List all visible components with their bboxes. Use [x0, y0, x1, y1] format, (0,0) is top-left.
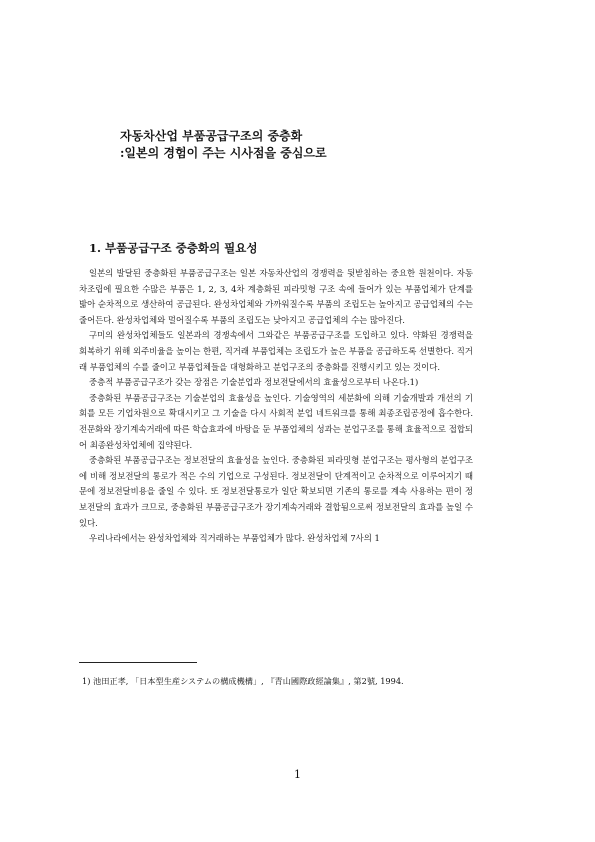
paragraph: 중층화된 부품공급구조는 정보전달의 효율성을 높인다. 중층화된 피라밋형 분업구조는 평사형의 분업구조에 비해 정보전달의 통로가 적은 수의 기업으로 구성된다. 정보전달이 단계적이고 순차적으로 이루어지기 때문에 정보전달비용을 줄일 수 있다. 또 정보전달통로가 일단 확보되면 기존의 통로를 계속 사용하는 편이 정보전달의 효과가 크므로, 중층화된 부품공급구조가 장기계속거래와 결합됨으로써 정보전달의 효과를 높일 수 있다.	[79, 455, 473, 528]
paragraph: 일본의 발달된 중층화된 부품공급구조는 일본 자동차산업의 경쟁력을 뒷받침하는 중요한 원천이다. 자동차조립에 필요한 수많은 부품은 1, 2, 3, 4차 계층화된 피라밋형 구조 속에 들어가 있는 부품업체가 단계를 밟아 순차적으로 생산하여 공급된다. 완성차업체와 가까워질수록 부품의 조립도는 높아지고 공급업체의 수는 줄어든다. 완성차업체와 멀어질수록 부품의 조립도는 낮아지고 공급업체의 수는 많아진다.	[79, 268, 473, 325]
section-heading: 1. 부품공급구조 중층화의 필요성	[89, 241, 258, 255]
document-title: 자동차산업 부품공급구조의 중층화	[120, 129, 303, 143]
body-text	[79, 266, 473, 547]
footnote: 1) 池田正孝, 「日本型生産システムの構成機構」, 『青山國際政經論集』, 第2號, 1994.	[82, 676, 404, 686]
document-subtitle: :일본의 경험이 주는 시사점을 중심으로	[120, 146, 327, 160]
paragraph: 구미의 완성차업체들도 일본과의 경쟁속에서 그와같은 부품공급구조를 도입하고 있다. 약화된 경쟁력을 회복하기 위해 외주비율을 높이는 한편, 직거래 부품업체는 조립도가 높은 부품을 공급하도록 선별한다. 직거래 부품업체의 수를 줄이고 부품업체들을 대형화하고 분업구조의 중층화를 진행시키고 있는 것이다.	[79, 330, 473, 372]
paragraph: 우리나라에서는 완성차업체와 직거래하는 부품업체가 많다. 완성차업체 7사의 1	[89, 533, 380, 544]
paragraph: 중층화된 부품공급구조는 기술분업의 효율성을 높인다. 기술영역의 세분화에 의해 기술개발과 개선의 기회를 모든 기업차원으로 확대시키고 그 기술을 다시 사회적 분업 네트워크를 통해 최종조립공정에 흡수한다. 전문화와 장기계속거래에 따른 학습효과에 바탕을 둔 부품업체의 성과는 분업구조를 통해 효율적으로 접합되어 최종완성차업체에 집약된다.	[79, 392, 473, 450]
title-block	[120, 128, 500, 162]
page-number: 1	[294, 768, 301, 781]
paragraph: 중층적 부품공급구조가 갖는 장점은 기술분업과 정보전달에서의 효율성으로부터 나온다.1)	[89, 377, 419, 388]
footnote-divider	[79, 662, 197, 663]
